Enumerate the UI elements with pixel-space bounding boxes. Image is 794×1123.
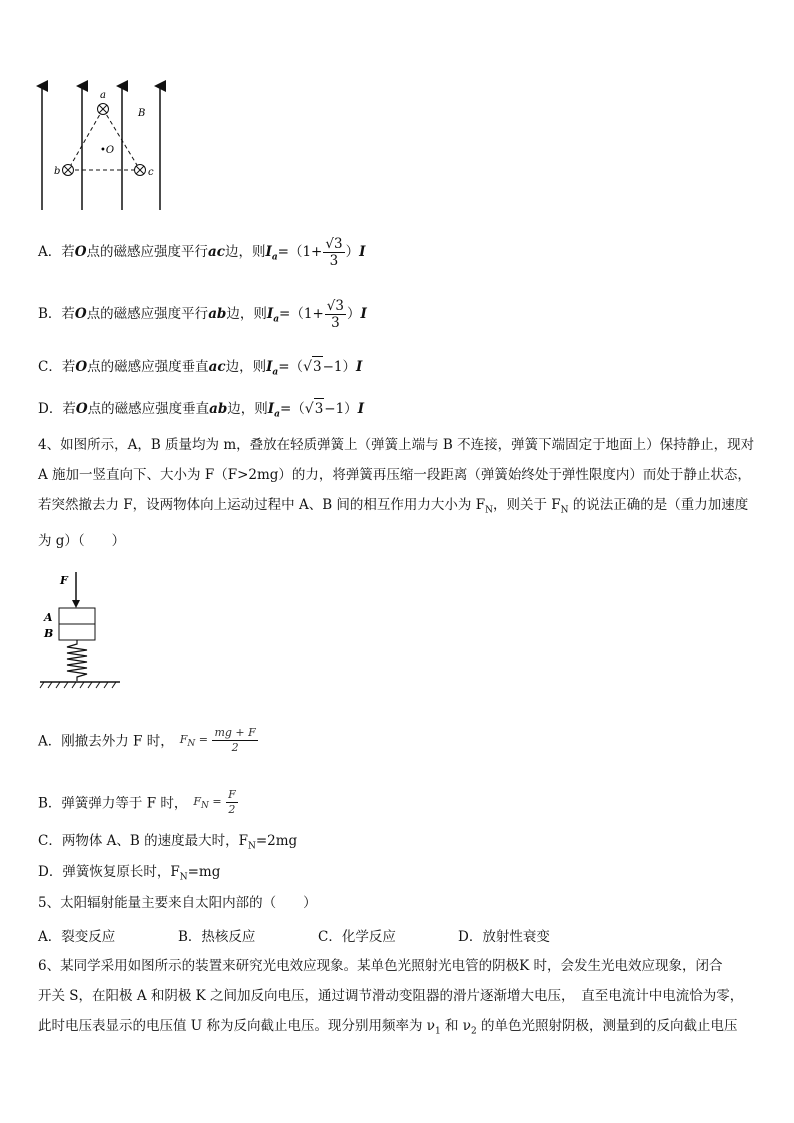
wire-a-icon [98,104,109,115]
label-block-b: B [44,627,54,640]
label-block-a: A [44,611,53,624]
q6-line-2: 开关 S，在阳极 A 和阴极 K 之间加反向电压，通过调节滑动变阻器的滑片逐渐增大电压， 直至电流计中电流恰为零， [38,988,744,1004]
label-c: c [148,167,154,178]
q4-option-c: C．两物体 A、B 的速度最大时，$F_N=2mg$ [38,833,298,852]
q3-option-d: D．若O点的磁感应强度垂直ab边，则$I_a=(√3-1)I$ [38,398,364,425]
q6-line-1: 6、某同学采用如图所示的装置来研究光电效应现象。某单色光照射光电管的阴极K 时，会发生光电效应现象，闭合 [38,958,723,974]
q5-options [38,925,598,945]
label-force-f: F [60,574,68,587]
q3-option-b: B．若O点的磁感应强度平行ab边，则$I_a=(1+$ $\frac{√3}{3}$ ）I [38,298,367,331]
label-o: •O [100,145,115,156]
q5-option-b: B．热核反应 [178,929,256,945]
block-b [59,624,95,640]
wire-c-icon [135,165,146,176]
label-field-b: B [138,108,146,119]
q5-option-a: A．裂变反应 [38,929,116,945]
wire-b-icon [63,165,74,176]
q5-option-c: C．化学反应 [318,929,396,945]
spring-icon [67,640,87,681]
q5-stem: 5、太阳辐射能量主要来自太阳内部的（ ） [38,895,317,911]
q3-option-a: A．若O点的磁感应强度平行ac边，则$I_a=(1+$ $\frac{√3}{3}$ ）I [38,236,366,269]
label-b: b [54,166,61,177]
q6-line-3: 此时电压表显示的电压值 U 称为反向截止电压。现分别用频率为 $\nu_1$ 和 $\nu_2$ 的单色光照射阴极，测量到的反向截止电压 [38,1018,738,1037]
label-a: a [100,90,106,101]
q5-option-d: D．放射性衰变 [458,929,550,945]
magnetic-field-figure [30,80,180,215]
spring-blocks-figure [38,568,128,690]
q3-option-c: C．若O点的磁感应强度垂直ac边，则$I_a=(√3-1)I$ [38,356,362,383]
block-a [59,608,95,624]
q4-option-b: B．弹簧弹力等于 F 时， $F_N$ = $\frac{F}{2}$ [38,787,236,816]
q4-stem: 4、如图所示，A，B 质量均为 m，叠放在轻质弹簧上（弹簧上端与 B 不连接，弹簧下端固定于地面上）保持静止，现对 A 施加一竖直向下、大小为 F（F>2mg）的力，将弹簧再压缩一段距离（弹簧始终处于弹性限度内）而处于静止状态，若突然撤去力 F，设两物体向上运动过程中 A、B 间的相互作用力大小为 $F_N$，则关于 $F_N$ 的说法正确的是（重力加速度为 g）（ ） [38,437,755,549]
q4-option-d: D．弹簧恢复原长时，$F_N=mg$ [38,864,221,883]
q4-option-a: A．刚撤去外力 F 时， $F_N$ = $\frac{mg + F}{2}$ [38,725,256,754]
